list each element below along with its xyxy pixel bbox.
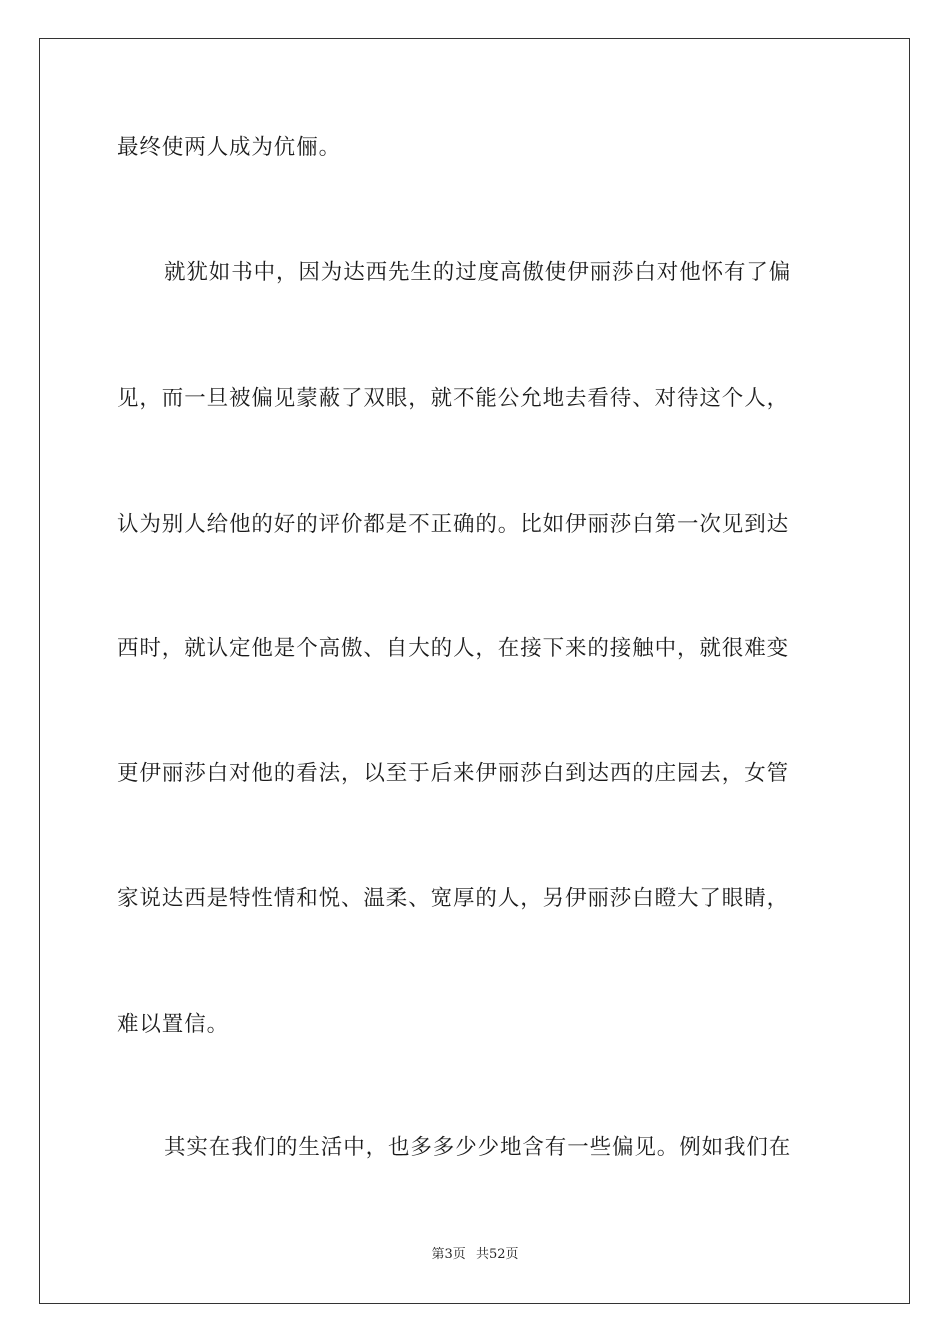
text-line-5: 西时，就认定他是个高傲、自大的人，在接下来的接触中，就很难变 (117, 636, 790, 661)
text-line-7: 家说达西是特性情和悦、温柔、宽厚的人，另伊丽莎白瞪大了眼睛， (117, 886, 790, 911)
page-total: 共52页 (475, 1247, 519, 1262)
text-line-2: 就犹如书中，因为达西先生的过度高傲使伊丽莎白对他怀有了偏 (164, 260, 792, 285)
text-line-8: 难以置信。 (117, 1012, 230, 1037)
page-number: 第3页 (431, 1247, 466, 1262)
text-line-4: 认为别人给他的好的评价都是不正确的。比如伊丽莎白第一次见到达 (117, 512, 790, 537)
text-line-6: 更伊丽莎白对他的看法，以至于后来伊丽莎白到达西的庄园去，女管 (117, 761, 790, 786)
text-line-9: 其实在我们的生活中，也多多少少地含有一些偏见。例如我们在 (164, 1135, 792, 1160)
page-footer (0, 1246, 950, 1264)
text-line-1: 最终使两人成为伉俪。 (117, 135, 342, 160)
page-frame (39, 38, 910, 1304)
text-line-3: 见，而一旦被偏见蒙蔽了双眼，就不能公允地去看待、对待这个人， (117, 386, 790, 411)
